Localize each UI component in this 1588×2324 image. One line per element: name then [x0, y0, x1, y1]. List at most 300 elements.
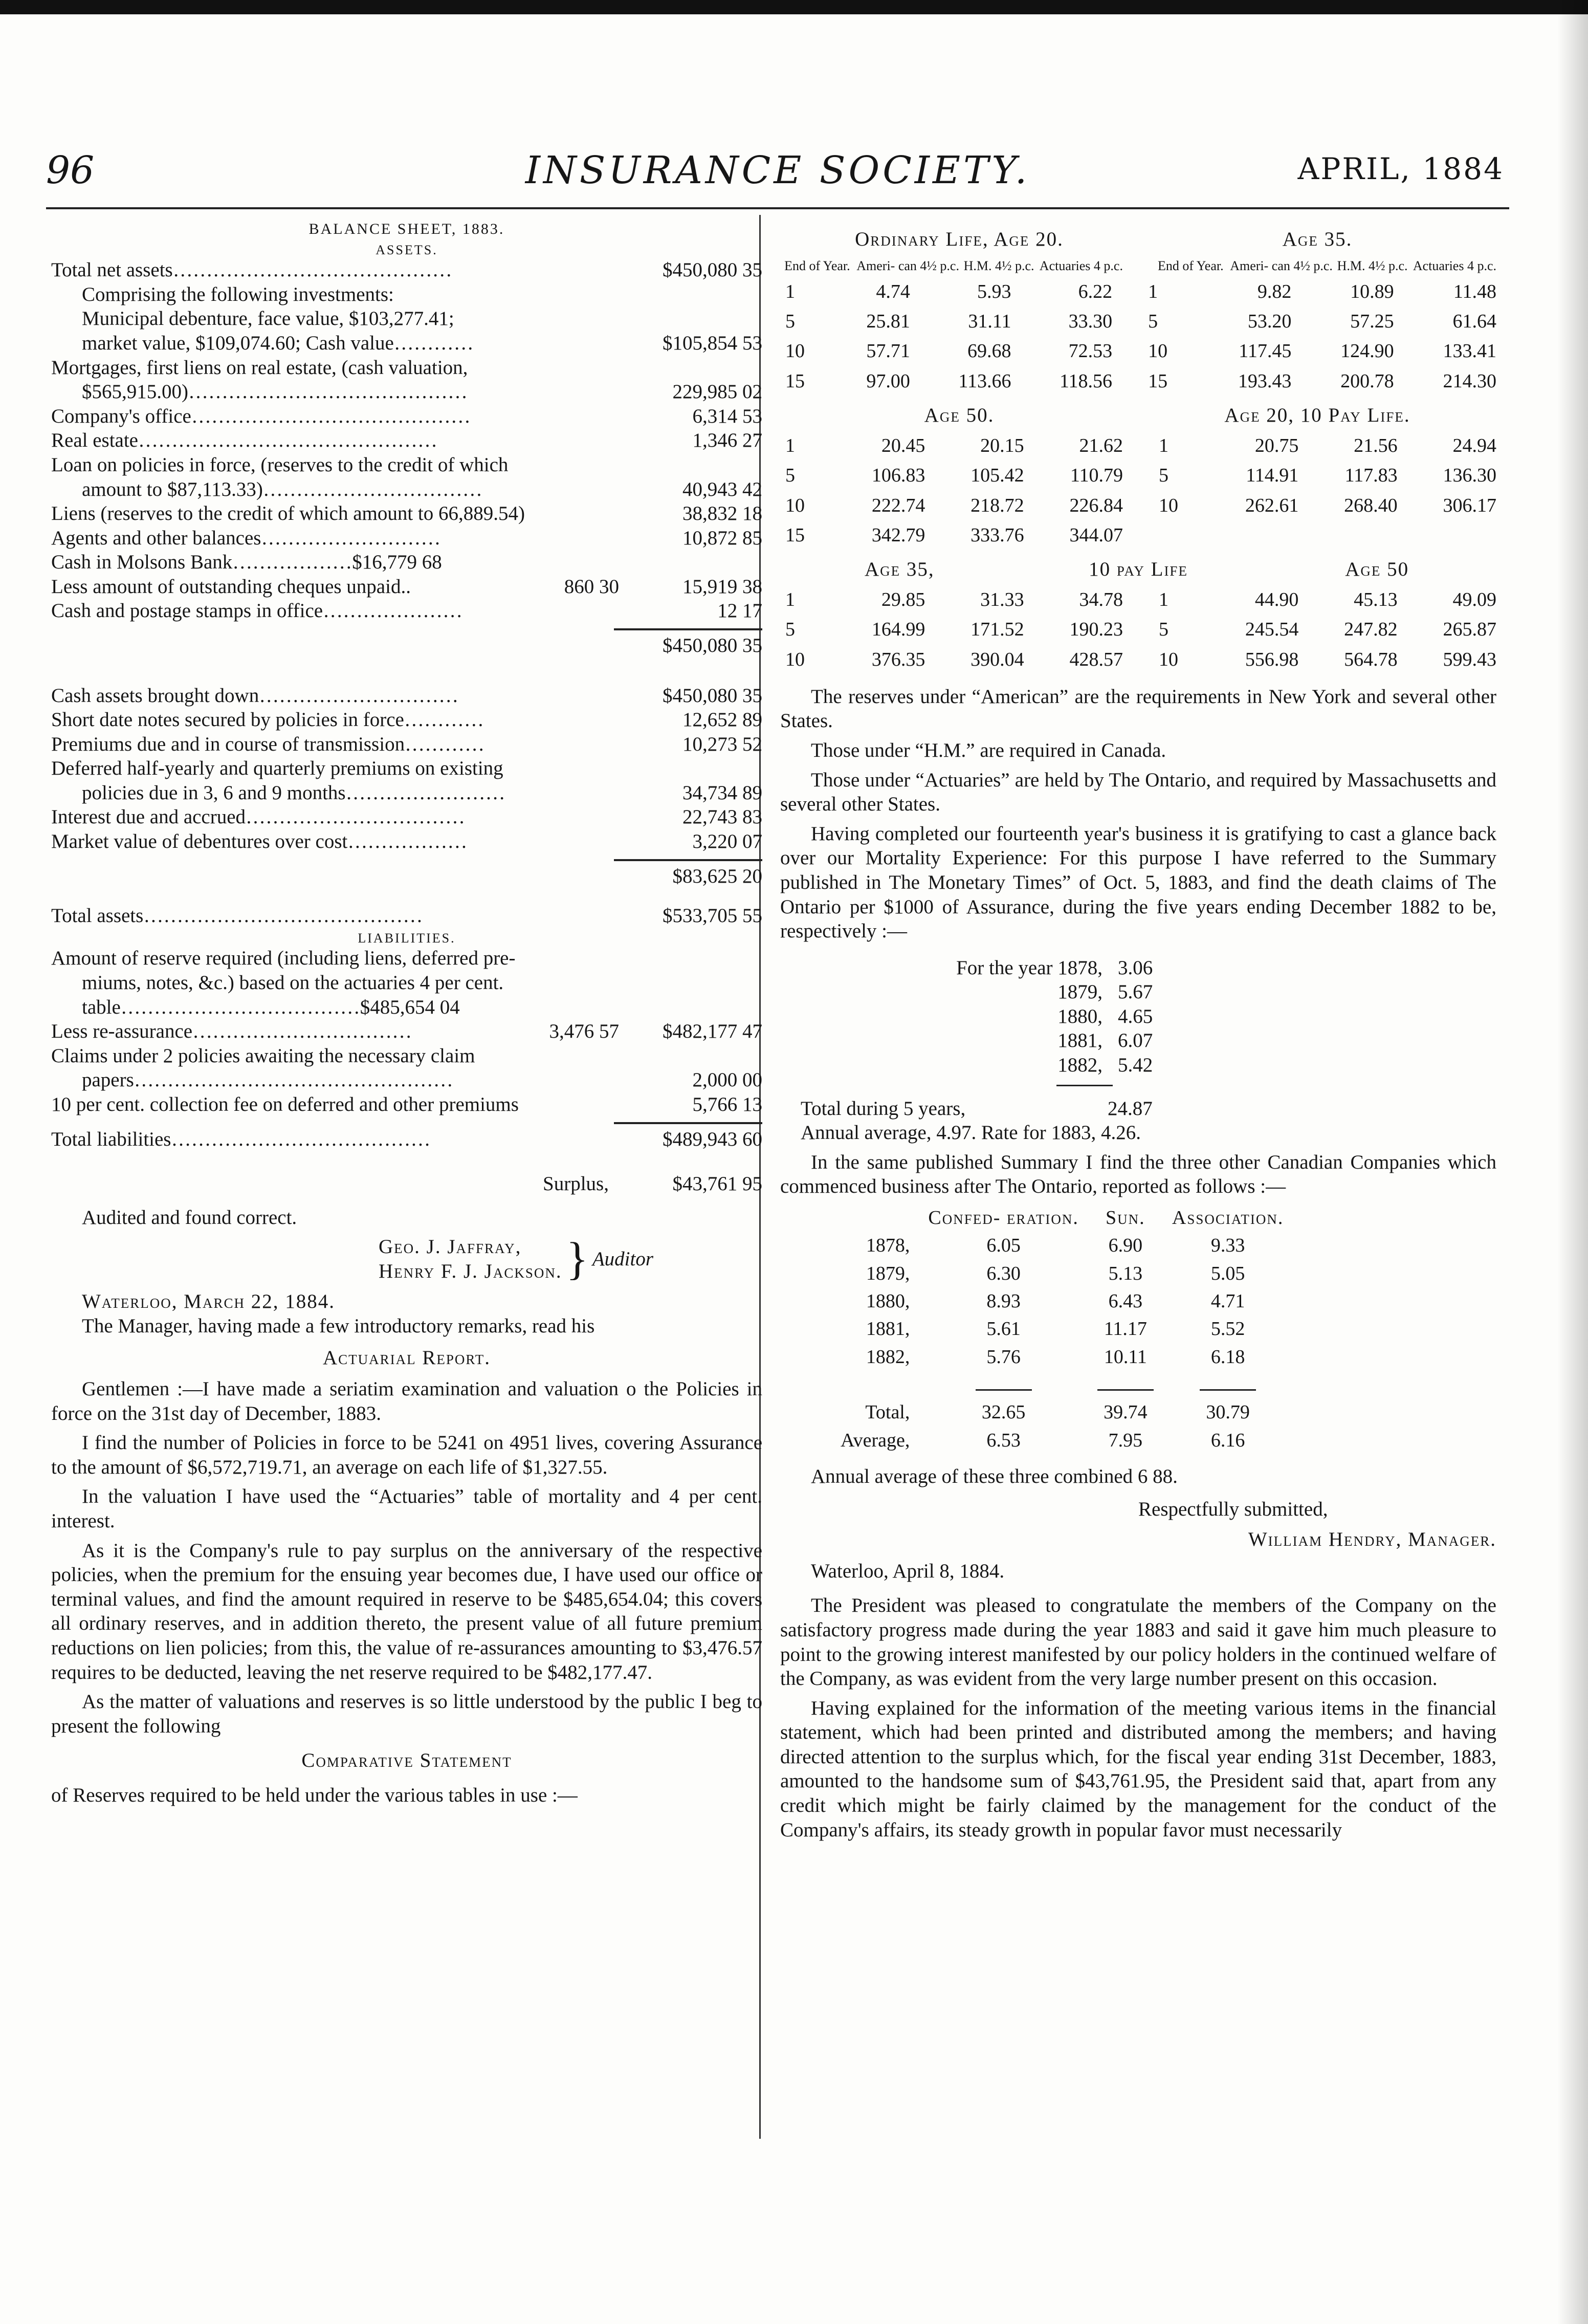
- auditors-block: [379, 1235, 762, 1283]
- compare-intro: In the same published Summary I find the three other Canadian Companies which commenced business after The Ontario, reported as follows :—: [780, 1151, 1496, 1198]
- column-header: End of Year.: [1158, 258, 1224, 273]
- reserve-cell: 49.09: [1452, 588, 1496, 610]
- asset-row: [51, 550, 762, 575]
- reserve-cell: 20.45: [881, 434, 925, 456]
- reserve-cell: 226.84: [1069, 494, 1123, 516]
- reserve-cell: 110.79: [1070, 465, 1123, 487]
- reserve-block-title: Ordinary Life, Age 20.: [855, 228, 1064, 250]
- reserve-cell: 25.81: [866, 311, 910, 333]
- report-paragraph: In the valuation I have used the “Actuaries” table of mortality and 4 per cent. interest.: [51, 1485, 762, 1532]
- comparison-row: [831, 1204, 1293, 1232]
- assets-list: [51, 258, 762, 550]
- reserve-table: [780, 431, 1496, 550]
- comparison-cell: 6.16: [1210, 1429, 1245, 1451]
- asset-label: Mortgages, first liens on real estate, (cash valuation,: [51, 356, 468, 379]
- comparison-cell: 6.90: [1108, 1235, 1143, 1257]
- comparative-subtitle: of Reserves required to be held under the various tables in use :—: [51, 1784, 578, 1806]
- page-header: [46, 143, 1509, 200]
- other-asset-label: Premiums due and in course of transmission…………: [51, 733, 485, 755]
- reserve-block-title: Age 50.: [924, 404, 995, 427]
- other-asset-row: [51, 732, 762, 757]
- assets-total-row: [51, 633, 762, 658]
- comparison-cell: 5.13: [1108, 1262, 1143, 1284]
- sum-rule: [1097, 1389, 1154, 1391]
- reserve-cell: 31.33: [980, 588, 1024, 610]
- reserve-row: [780, 520, 1496, 550]
- reserve-cell: 190.23: [1069, 619, 1123, 641]
- reserve-cell: 61.64: [1452, 311, 1496, 333]
- reserve-cell: [1200, 520, 1298, 550]
- note-paragraph: Those under “Actuaries” are held by The Ontario, and required by Massachusetts and several other States.: [780, 769, 1496, 816]
- reserve-block-title: Age 20, 10 Pay Life.: [1224, 404, 1410, 427]
- reserve-cell: 4.74: [876, 280, 910, 302]
- asset-label: $565,915.00)……………………………………: [82, 381, 468, 403]
- asset-amount: 12 17: [717, 600, 762, 622]
- reserve-row: [780, 431, 1496, 461]
- comparison-cell: Average,: [841, 1429, 910, 1451]
- reserve-cell: 344.07: [1069, 524, 1123, 546]
- journal-title: INSURANCE SOCIETY.: [525, 148, 1030, 192]
- comparative-title: Comparative Statement: [301, 1749, 512, 1772]
- audited-note: Audited and found correct.: [82, 1206, 297, 1229]
- reserve-cell: 376.35: [871, 648, 925, 670]
- comparison-row: [831, 1260, 1293, 1287]
- liability-amount: 5,766 13: [692, 1093, 762, 1115]
- comparison-cell: 6.53: [986, 1429, 1021, 1451]
- reserve-cell: 57.25: [1350, 311, 1394, 333]
- reserve-block-header: [780, 557, 1496, 582]
- report-paragraph: Gentlemen :—I have made a seriatim examination and valuation o the Policies in force on the 31st day of December, 1883.: [51, 1378, 762, 1424]
- liability-amount: $482,177 47: [663, 1020, 762, 1043]
- reserve-block-header: [780, 227, 1496, 252]
- reserve-cell: 72.53: [1068, 340, 1113, 362]
- surplus-row: [51, 1172, 762, 1196]
- reserve-cell: 69.68: [967, 340, 1011, 362]
- column-header: Ameri- can 4½ p.c.: [856, 258, 959, 273]
- reserve-cell: 6.22: [1078, 280, 1113, 302]
- asset-row: [51, 282, 762, 307]
- reserve-cell: 1: [785, 280, 795, 302]
- asset-label: market value, $109,074.60; Cash value…………: [82, 332, 474, 355]
- reserve-row: [780, 461, 1496, 490]
- reserve-cell: [1154, 520, 1200, 550]
- submitted-line: Respectfully submitted,: [1138, 1498, 1328, 1520]
- column-header: End of Year.: [784, 258, 850, 273]
- reserve-cell: 10: [1148, 340, 1168, 362]
- reserve-cell: 218.72: [971, 494, 1024, 516]
- asset-label: Cash in Molsons Bank………………$16,779 68: [51, 551, 442, 574]
- reserve-cell: 10: [785, 494, 805, 516]
- asset-label: Loan on policies in force, (reserves to the credit of which: [51, 453, 509, 476]
- column-header: Actuaries 4 p.c.: [1413, 258, 1496, 273]
- manager-signature: William Hendry, Manager.: [1248, 1528, 1496, 1551]
- asset-label: Less amount of outstanding cheques unpaid..: [51, 575, 411, 598]
- asset-row: [51, 477, 762, 502]
- reserve-cell: 57.71: [866, 340, 910, 362]
- comparison-cell: 1880,: [866, 1290, 910, 1312]
- manager-intro: The Manager, having made a few introductory remarks, read his: [82, 1315, 595, 1337]
- rate-year: 1880,: [1057, 1005, 1102, 1027]
- reserve-row: [780, 336, 1496, 366]
- other-asset-amount: 12,652 89: [682, 709, 762, 731]
- other-asset-amount: 34,734 89: [682, 781, 762, 804]
- rate-row: [939, 980, 1225, 1004]
- reserve-cell: 390.04: [971, 648, 1024, 670]
- comparison-cell: 5.05: [1210, 1262, 1245, 1284]
- rate-row: [939, 1004, 1225, 1029]
- header-rule: [46, 207, 1509, 209]
- liabilities-title: LIABILITIES.: [358, 930, 456, 946]
- reserve-cell: 15: [785, 524, 805, 546]
- asset-label: Company's office……………………………………: [51, 405, 471, 427]
- reserve-cell: 33.30: [1068, 311, 1113, 333]
- reserve-row: [780, 645, 1496, 674]
- reserve-cell: 5: [1158, 465, 1168, 487]
- total-liabilities-row: [51, 1127, 762, 1152]
- asset-amount: 40,943 42: [682, 478, 762, 500]
- sum-rule: [1200, 1389, 1256, 1391]
- rate-value: 5.67: [1118, 981, 1153, 1003]
- reserve-cell: 306.17: [1443, 494, 1496, 516]
- other-total-row: [51, 864, 762, 889]
- reserve-cell: 44.90: [1254, 588, 1299, 610]
- total-liabilities-amount: $489,943 60: [663, 1128, 762, 1150]
- other-assets-list: [51, 684, 762, 854]
- report-date: Waterloo, April 8, 1884.: [811, 1560, 1005, 1582]
- asset-row: [51, 428, 762, 453]
- total-assets-row: [51, 904, 762, 928]
- other-asset-amount: 10,273 52: [682, 733, 762, 755]
- comparison-cell: 8.93: [986, 1290, 1021, 1312]
- total-liabilities-label: Total liabilities…………………………………: [51, 1128, 431, 1150]
- reserve-cell: 10: [785, 340, 805, 362]
- liability-line: Claims under 2 policies awaiting the necessary claim: [51, 1044, 475, 1067]
- reserve-block-title: Age 35,: [865, 558, 935, 581]
- liability-label: Less re-assurance……………………………: [51, 1020, 412, 1043]
- dateline: Waterloo, March 22, 1884.: [82, 1290, 335, 1313]
- asset-label: Agents and other balances………………………: [51, 527, 441, 549]
- comparison-rule-row: [831, 1371, 1293, 1398]
- comparison-cell: 6.30: [986, 1262, 1021, 1284]
- reserve-cell: 262.61: [1245, 494, 1299, 516]
- rate-total-label: Total during 5 years,: [801, 1097, 966, 1120]
- asset-row: [51, 599, 762, 623]
- reserve-row: [780, 585, 1496, 615]
- reserve-cell: 31.11: [968, 311, 1011, 333]
- reserve-cell: 133.41: [1443, 340, 1496, 362]
- comparison-cell: 6.05: [986, 1235, 1021, 1257]
- reserve-cell: 1: [785, 434, 795, 456]
- asset-amount: 15,919 38: [682, 575, 762, 598]
- reserve-table: [780, 585, 1496, 674]
- reserve-cell: 21.62: [1079, 434, 1123, 456]
- comparison-cell: 11.17: [1104, 1318, 1147, 1340]
- other-asset-amount: $450,080 35: [663, 684, 762, 707]
- column-header: H.M. 4½ p.c.: [963, 258, 1034, 273]
- comparison-cell: 7.95: [1108, 1429, 1143, 1451]
- reserve-block-title: Age 50: [1345, 558, 1409, 581]
- asset-row: [51, 258, 762, 282]
- reserve-cell: 45.13: [1354, 588, 1398, 610]
- asset-row: [51, 331, 762, 356]
- comparison-cell: 1881,: [866, 1318, 910, 1340]
- asset-amount: 1,346 27: [692, 429, 762, 452]
- rate-year: 1882,: [1057, 1054, 1102, 1076]
- reserve-cell: 5.93: [977, 280, 1011, 302]
- closing-paragraph: Having explained for the information of the meeting various items in the financial statement, which had been printed and distributed among the members; and having directed attention to the surplus which, for the fiscal year ending 31st December, 1883, amounted to the handsome sum of $43,761.95, the President said that, apart from any credit which might be fairly claimed by the management for the conduct of the Company's affairs, its steady growth in popular favor must necessarily: [780, 1697, 1496, 1841]
- liability-row: [51, 1019, 762, 1044]
- rate-value: 3.06: [1118, 956, 1153, 979]
- asset-label: Cash and postage stamps in office…………………: [51, 600, 463, 622]
- reserve-cell: 15: [1148, 370, 1168, 392]
- note-paragraph: Having completed our fourteenth year's business it is gratifying to cast a glance back over our Mortality Experience: For this purpose I have referred to the Summary published in The Monetary Times” of Oct. 5, 1883, and find the death claims of The Ontario per $1000 of Assurance, during the five years ending December 1882 to be, respectively :—: [780, 822, 1496, 942]
- comparison-cell: 30.79: [1206, 1401, 1250, 1423]
- closing-paragraphs: [780, 1593, 1496, 1842]
- other-asset-label: policies due in 3, 6 and 9 months……………………: [82, 781, 505, 804]
- rate-row: [939, 1028, 1225, 1053]
- surplus-label: Surplus,: [543, 1173, 609, 1195]
- rate-value: 6.07: [1118, 1029, 1153, 1052]
- comparison-row: [831, 1287, 1293, 1315]
- asset-label: Municipal debenture, face value, $103,277.41;: [82, 308, 454, 330]
- rate-year: For the year 1878,: [956, 956, 1102, 979]
- surplus-amount: $43,761 95: [672, 1173, 762, 1195]
- comparison-cell: 5.61: [986, 1318, 1021, 1340]
- other-asset-row: [51, 781, 762, 805]
- reserve-cell: 5: [785, 465, 795, 487]
- reserve-cell: 1: [1158, 588, 1168, 610]
- reserve-cell: 113.66: [958, 370, 1011, 392]
- reserve-cell: 20.75: [1254, 434, 1299, 456]
- asset-label: Comprising the following investments:: [82, 283, 394, 305]
- reserve-cell: 105.42: [971, 465, 1024, 487]
- reserve-cell: 9.82: [1257, 280, 1292, 302]
- asset-row: [51, 306, 762, 331]
- sum-rule: [614, 859, 762, 861]
- brace-glyph: }: [566, 1233, 588, 1284]
- other-asset-label: Short date notes secured by policies in force…………: [51, 709, 484, 731]
- reserve-block-title: 10 pay Life: [1089, 558, 1188, 581]
- reserve-cell: 247.82: [1344, 619, 1398, 641]
- reserve-cell: 1: [1158, 434, 1168, 456]
- reserve-cell: 20.15: [980, 434, 1024, 456]
- rate-total-value: 24.87: [1108, 1097, 1153, 1120]
- column-header: Actuaries 4 p.c.: [1039, 258, 1123, 273]
- reserve-cell: 245.54: [1245, 619, 1299, 641]
- reserve-cell: 118.56: [1059, 370, 1113, 392]
- liability-line: Amount of reserve required (including liens, deferred pre-: [51, 947, 516, 970]
- reserve-column-headers: [780, 255, 1496, 277]
- reserve-cell: 117.83: [1344, 465, 1398, 487]
- reserve-cell: 124.90: [1340, 340, 1394, 362]
- note-paragraph: Those under “H.M.” are required in Canada.: [811, 739, 1166, 762]
- asset-mid-amount: 860 30: [564, 575, 619, 598]
- reserve-cell: 171.52: [971, 619, 1024, 641]
- comparison-cell: 10.11: [1104, 1346, 1147, 1368]
- asset-amount: $450,080 35: [663, 259, 762, 281]
- comparison-row: [831, 1398, 1293, 1426]
- reserve-cell: 11.48: [1453, 280, 1496, 302]
- sum-rule: [614, 1122, 762, 1124]
- reserve-cell: 200.78: [1340, 370, 1394, 392]
- reserve-cell: 164.99: [871, 619, 925, 641]
- total-assets-amount: $533,705 55: [663, 905, 762, 927]
- note-paragraph: The reserves under “American” are the requirements in New York and several other States.: [780, 685, 1496, 732]
- asset-row: [51, 404, 762, 429]
- rate-row: [939, 956, 1225, 980]
- reserve-cell: 1: [1148, 280, 1158, 302]
- liability-line: miums, notes, &c.) based on the actuaries 4 per cent.: [82, 972, 504, 994]
- reserve-cell: 193.43: [1238, 370, 1292, 392]
- comparison-cell: Sun.: [1106, 1207, 1145, 1229]
- liability-label: table………………………………$485,654 04: [82, 996, 460, 1018]
- comparison-cell: 5.52: [1210, 1318, 1245, 1340]
- reserve-row: [780, 366, 1496, 396]
- comparison-cell: Total,: [865, 1401, 910, 1423]
- page-right-edge: [1557, 0, 1588, 2324]
- asset-label: amount to $87,113.33)……………………………: [82, 478, 482, 500]
- reserve-cell: 556.98: [1245, 648, 1299, 670]
- reserve-cell: 564.78: [1344, 648, 1398, 670]
- asset-amount: 229,985 02: [672, 381, 762, 403]
- comparison-row: [831, 1427, 1293, 1454]
- reserve-cell: 265.87: [1443, 619, 1496, 641]
- reserve-cell: 97.00: [866, 370, 910, 392]
- asset-row: [51, 453, 762, 477]
- other-asset-row: [51, 756, 762, 781]
- other-asset-row: [51, 708, 762, 732]
- other-asset-row: [51, 829, 762, 854]
- left-column: [51, 220, 762, 1807]
- comparison-cell: 5.76: [986, 1346, 1021, 1368]
- comparison-cell: 1878,: [866, 1235, 910, 1257]
- total-assets-label: Total assets……………………………………: [51, 905, 423, 927]
- other-asset-row: [51, 684, 762, 708]
- comparison-row: [831, 1343, 1293, 1371]
- assets-total: $450,080 35: [663, 634, 762, 656]
- page-top-edge: [0, 0, 1588, 14]
- reserve-cell: 5: [1148, 311, 1158, 333]
- rate-year: 1881,: [1057, 1029, 1102, 1052]
- reserve-cell: 136.30: [1443, 465, 1496, 487]
- reserve-cell: 117.45: [1239, 340, 1292, 362]
- liability-row: [51, 1092, 762, 1117]
- reserve-row: [780, 615, 1496, 644]
- companies-comparison-table: [831, 1204, 1293, 1454]
- comparison-cell: 32.65: [981, 1401, 1026, 1423]
- report-paragraph: I find the number of Policies in force to be 5241 on 4951 lives, covering Assurance to the amount of $6,572,719.71, an average on each life of $1,327.55.: [51, 1432, 762, 1478]
- report-paragraphs: [51, 1377, 762, 1738]
- other-asset-label: Cash assets brought down…………………………: [51, 684, 459, 707]
- other-asset-amount: 22,743 83: [682, 806, 762, 828]
- reserve-cell: 10: [1158, 648, 1178, 670]
- reserve-row: [780, 491, 1496, 520]
- reserve-cell: 15: [785, 370, 805, 392]
- column-header: Ameri- can 4½ p.c.: [1230, 258, 1333, 273]
- other-asset-label: Deferred half-yearly and quarterly premiums on existing: [51, 757, 503, 780]
- comparison-cell: 1879,: [866, 1262, 910, 1284]
- asset-label: Total net assets……………………………………: [51, 259, 452, 281]
- auditor-name: Geo. J. Jaffray,: [379, 1236, 522, 1258]
- comparison-cell: 4.71: [1210, 1290, 1245, 1312]
- comparison-cell: 6.18: [1210, 1346, 1245, 1368]
- asset-amount: $105,854 53: [663, 332, 762, 355]
- auditor-name: Henry F. J. Jackson.: [379, 1260, 562, 1282]
- reserve-cell: 214.30: [1443, 370, 1496, 392]
- reserve-cell: [1398, 520, 1496, 550]
- comparison-cell: [831, 1204, 919, 1232]
- liability-row: [51, 1068, 762, 1092]
- liability-label: papers…………………………………………: [82, 1069, 453, 1091]
- reserve-cell: 10: [785, 648, 805, 670]
- reserve-block-title: Age 35.: [1282, 228, 1353, 250]
- other-asset-label: Market value of debentures over cost………………: [51, 830, 468, 853]
- liability-amount: 2,000 00: [692, 1069, 762, 1091]
- other-asset-amount: 3,220 07: [692, 830, 762, 853]
- comparison-cell: 1882,: [866, 1346, 910, 1368]
- reserve-table: [780, 277, 1496, 396]
- reserve-cell: 5: [1158, 619, 1168, 641]
- sum-rule: [976, 1389, 1032, 1391]
- rate-value: 4.65: [1118, 1005, 1153, 1027]
- liability-label: 10 per cent. collection fee on deferred and other premiums: [51, 1093, 519, 1115]
- auditor-title: Auditor: [592, 1248, 653, 1270]
- closing-paragraph: The President was pleased to congratulate the members of the Company on the satisfactory progress made during the year 1883 and said it gave him much pleasure to point to the growing interest manifested by our policy holders in the continued welfare of the Company, as was evident from the very large number present on this occasion.: [780, 1594, 1496, 1690]
- sum-rule: [614, 628, 762, 630]
- death-rates-list: [939, 956, 1225, 1078]
- comparison-cell: 9.33: [1210, 1235, 1245, 1257]
- asset-amount: 10,872 85: [682, 527, 762, 549]
- comparison-row: [831, 1315, 1293, 1343]
- asset-row: [51, 380, 762, 404]
- reserve-cell: 29.85: [881, 588, 925, 610]
- report-title: Actuarial Report.: [322, 1346, 491, 1369]
- reserve-cell: 21.56: [1354, 434, 1398, 456]
- page-number: 96: [46, 148, 95, 192]
- comparison-cell: Confed- eration.: [928, 1207, 1079, 1229]
- reserve-cell: 24.94: [1452, 434, 1496, 456]
- rate-value: 5.42: [1118, 1054, 1153, 1076]
- asset-row: [51, 501, 762, 526]
- reserve-notes: [780, 685, 1496, 944]
- reserve-cell: 5: [785, 311, 795, 333]
- rate-row: [939, 1053, 1225, 1078]
- comparison-cell: 6.43: [1108, 1290, 1143, 1312]
- reserve-cell: 342.79: [871, 524, 925, 546]
- reserve-cell: 10: [1158, 494, 1178, 516]
- combined-average: Annual average of these three combined 6 88.: [811, 1465, 1178, 1488]
- reserve-cell: 5: [785, 619, 795, 641]
- asset-label: Real estate………………………………………: [51, 429, 437, 452]
- issue-date: APRIL, 1884: [1297, 151, 1504, 186]
- asset-row: [51, 356, 762, 380]
- report-paragraph: As the matter of valuations and reserves is so little understood by the public I beg to present the following: [51, 1691, 762, 1737]
- reserve-row: [780, 277, 1496, 306]
- asset-row: [51, 575, 762, 599]
- reserve-cell: 1: [785, 588, 795, 610]
- other-assets-total: $83,625 20: [672, 865, 762, 887]
- asset-label: Liens (reserves to the credit of which amount to 66,889.54): [51, 502, 525, 525]
- right-column: [780, 220, 1496, 1847]
- other-asset-row: [51, 805, 762, 829]
- reserve-cell: [1298, 520, 1397, 550]
- reserve-cell: 10.89: [1350, 280, 1394, 302]
- comparison-cell: 39.74: [1104, 1401, 1148, 1423]
- reserve-cell: 268.40: [1344, 494, 1398, 516]
- comparison-cell: Association.: [1172, 1207, 1284, 1229]
- reserve-cell: 106.83: [871, 465, 925, 487]
- balance-sheet-title: BALANCE SHEET, 1883.: [308, 221, 505, 237]
